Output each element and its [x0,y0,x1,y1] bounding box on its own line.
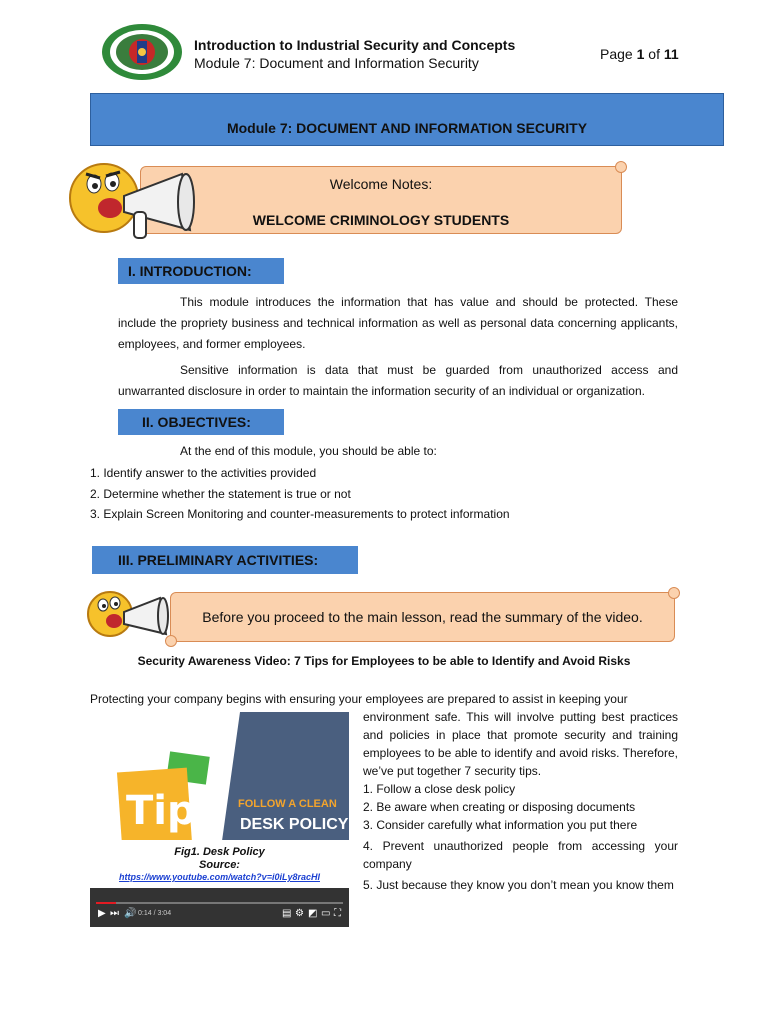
tip-item: 1. Follow a close desk policy [363,782,516,796]
document-title: Introduction to Industrial Security and Concepts [194,37,516,53]
preliminary-note-text: Before you proceed to the main lesson, read the summary of the video. [202,609,643,625]
objective-item: 1. Identify answer to the activities provided [90,466,317,480]
section-heading-preliminary [92,546,358,574]
tip-item: 4. Prevent unauthorized people from accessing your company [363,839,678,871]
page-of: of [648,46,660,62]
module-banner-text: Module 7: DOCUMENT AND INFORMATION SECURITY [226,119,588,136]
figure-source-link[interactable]: https://www.youtube.com/watch?v=i0iLy8racHI [119,872,320,882]
welcome-notes-label: Welcome Notes: [329,176,433,192]
megaphone-emoji-icon [84,586,174,646]
video-progress-track[interactable] [96,902,343,904]
tip-item: 2. Be aware when creating or disposing documents [363,800,636,814]
fullscreen-icon[interactable]: ⛶ [334,908,341,919]
volume-icon[interactable]: 🔊 [124,908,137,919]
section-heading-text: III. PRELIMINARY ACTIVITIES: [118,552,319,568]
page-prefix: Page [600,46,633,62]
document-subtitle: Module 7: Document and Information Security [194,55,479,71]
megaphone-emoji-icon [64,156,204,246]
section-heading-text: II. OBJECTIVES: [142,414,251,430]
intro-paragraph-2: Sensitive information is data that must be guarded from unauthorized access and unwarranted disclosure in order to maintain the information security of an individual or organization. [118,363,678,398]
video-thumbnail[interactable] [90,712,349,927]
settings-gear-icon[interactable]: ⚙ [295,908,304,919]
school-seal-logo [100,22,184,82]
next-icon[interactable]: ⏭ [110,908,119,919]
tip-item: 5. Just because they know you don’t mean you know them [363,878,674,892]
module-banner [90,93,724,146]
welcome-message: WELCOME CRIMINOLOGY STUDENTS [252,212,510,228]
section-heading-objectives [118,409,284,435]
video-summary-column [363,708,678,894]
page-total: 11 [663,46,679,62]
section-heading-introduction [118,258,284,284]
figure-source-label: Source: [199,859,240,871]
figure-caption: Fig1. Desk Policy [174,846,265,858]
intro-paragraph-1: This module introduces the information that has value and should be protected. These include the propriety business and technical information as well as personal data concerning applicants, employees, and former employees. [118,295,678,351]
objective-item: 2. Determine whether the statement is true or not [90,487,351,501]
objective-item: 3. Explain Screen Monitoring and counter-measurements to protect information [90,507,510,521]
thumbnail-tip-word: Tip [126,788,196,834]
video-time: 0:14 / 3:04 [138,910,172,917]
section-heading-text: I. INTRODUCTION: [128,263,252,279]
video-summary-paragraph: environment safe. This will involve putting best practices and policies in place that promote security and training employees to be able to identify and avoid risks. Therefore, we’ve put together 7 security tips. [363,710,678,778]
page-number [600,46,679,62]
subtitles-icon[interactable]: ▤ [282,908,292,919]
tip-item: 3. Consider carefully what information you put there [363,818,638,832]
miniplayer-icon[interactable]: ◩ [308,908,318,919]
video-progress-fill [96,902,116,904]
video-title: Security Awareness Video: 7 Tips for Employees to be able to Identify and Avoid Risks [137,654,631,668]
play-icon[interactable]: ▶ [98,908,106,919]
theater-icon[interactable]: ▭ [321,908,331,919]
thumbnail-follow-text: FOLLOW A CLEAN [238,798,337,810]
objectives-lead: At the end of this module, you should be able to: [180,444,437,458]
thumbnail-desk-policy-text: DESK POLICY [240,816,349,833]
page-current: 1 [636,46,645,62]
video-summary-lead: Protecting your company begins with ensuring your employees are prepared to assist in keeping your [90,692,628,706]
